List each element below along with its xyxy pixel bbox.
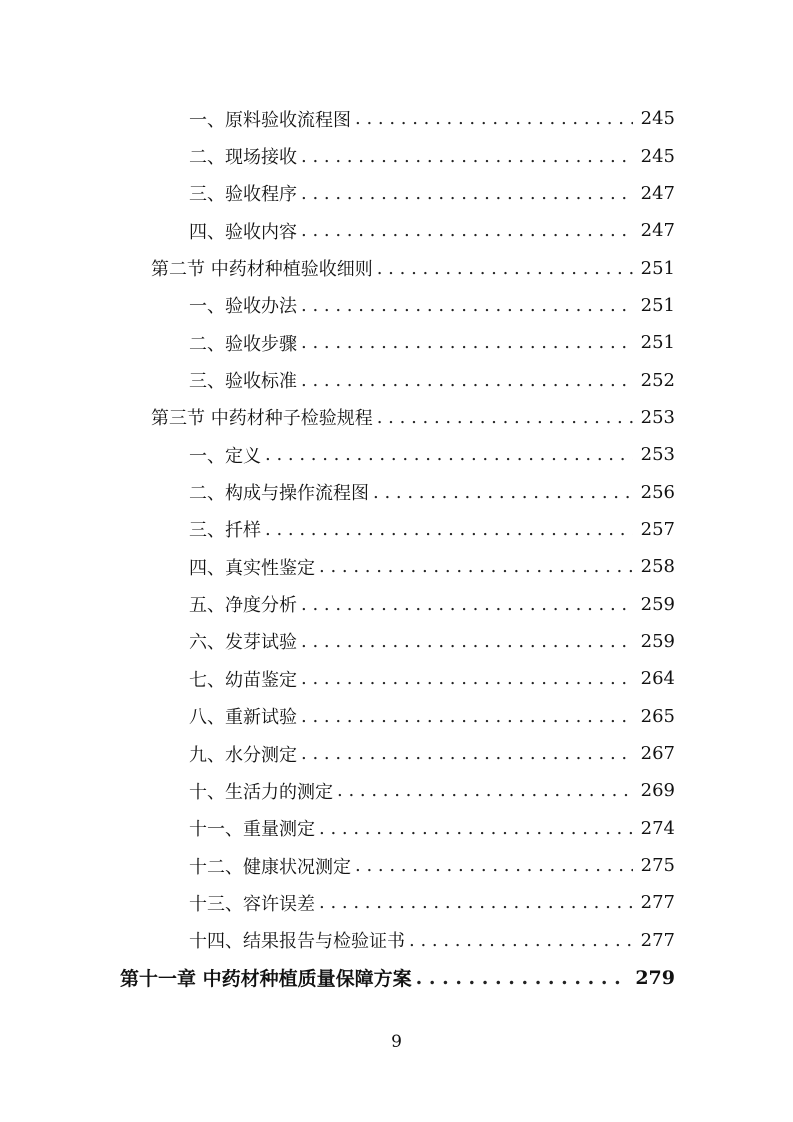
- toc-entry-label: 十一、重量测定: [189, 819, 315, 841]
- toc-entry[interactable]: [120, 810, 675, 847]
- toc-entry-page: 247: [640, 220, 675, 242]
- dot-leader: [301, 706, 633, 727]
- toc-entry-page: 259: [640, 630, 675, 652]
- toc-entry[interactable]: [120, 324, 675, 361]
- toc-entry[interactable]: [120, 735, 675, 772]
- toc-entry[interactable]: [120, 287, 675, 324]
- toc-entry-label: 四、真实性鉴定: [189, 557, 315, 579]
- toc-entry[interactable]: [120, 100, 675, 137]
- toc-entry-page: 253: [640, 406, 675, 428]
- toc-entry[interactable]: [120, 698, 675, 735]
- toc-entry-label: 三、扦样: [189, 520, 261, 542]
- dot-leader: [373, 482, 633, 503]
- toc-entry-label: 十二、健康状况测定: [189, 856, 351, 878]
- toc-entry[interactable]: [120, 660, 675, 697]
- dot-leader: [301, 295, 633, 316]
- toc-entry-page: 256: [640, 481, 675, 503]
- toc-entry-label: 七、幼苗鉴定: [189, 669, 297, 691]
- dot-leader: [319, 818, 633, 839]
- toc-entry-page: 251: [640, 332, 675, 354]
- dot-leader: [301, 631, 633, 652]
- toc-entry-label: 三、验收程序: [189, 184, 297, 206]
- toc-entry-label: 一、验收办法: [189, 296, 297, 318]
- toc-entry-label: 二、验收步骤: [189, 333, 297, 355]
- toc-entry[interactable]: [120, 623, 675, 660]
- toc-entry-page: 258: [640, 556, 675, 578]
- toc-entry[interactable]: [120, 473, 675, 510]
- toc-entry-page: 279: [635, 966, 675, 989]
- toc-entry-page: 267: [640, 743, 675, 765]
- dot-leader: [265, 444, 633, 465]
- toc-entry-label: 第二节 中药材种植验收细则: [151, 259, 373, 281]
- toc-entry-label: 四、验收内容: [189, 221, 297, 243]
- dot-leader: [337, 780, 633, 801]
- toc-entry-label: 九、水分测定: [189, 744, 297, 766]
- dot-leader: [265, 519, 633, 540]
- toc-entry-label: 第十一章 中药材种植质量保障方案: [120, 968, 412, 991]
- dot-leader: [301, 183, 633, 204]
- dot-leader: [355, 855, 633, 876]
- toc-entry-label: 十、生活力的测定: [189, 781, 333, 803]
- dot-leader: [301, 594, 633, 615]
- toc-entry-page: 277: [640, 929, 675, 951]
- dot-leader: [319, 556, 633, 577]
- toc-entry-page: 275: [640, 855, 675, 877]
- toc-entry[interactable]: [120, 922, 675, 959]
- dot-leader: [301, 332, 633, 353]
- toc-entry-label: 八、重新试验: [189, 707, 297, 729]
- toc-entry-label: 十三、容许误差: [189, 893, 315, 915]
- toc-entry-page: 265: [640, 705, 675, 727]
- toc-entry-label: 二、现场接收: [189, 147, 297, 169]
- dot-leader: [319, 892, 633, 913]
- toc-entry-page: 247: [640, 182, 675, 204]
- toc-entry-page: 251: [640, 257, 675, 279]
- toc-entry-page: 264: [640, 668, 675, 690]
- toc-entry-label: 十四、结果报告与检验证书: [189, 931, 405, 953]
- dot-leader: [377, 258, 633, 279]
- toc-entry-page: 277: [640, 892, 675, 914]
- page-number: 9: [391, 1032, 402, 1052]
- toc-entry-label: 二、构成与操作流程图: [189, 483, 369, 505]
- toc-entry[interactable]: [120, 959, 675, 996]
- toc-entry-page: 274: [640, 817, 675, 839]
- dot-leader: [301, 220, 633, 241]
- toc-entry-page: 252: [640, 369, 675, 391]
- dot-leader: [301, 743, 633, 764]
- dot-leader: [301, 146, 633, 167]
- toc-entry[interactable]: [120, 137, 675, 174]
- toc-entry-page: 259: [640, 593, 675, 615]
- toc-entry-page: 251: [640, 294, 675, 316]
- toc-entry[interactable]: [120, 212, 675, 249]
- toc-entry[interactable]: [120, 511, 675, 548]
- toc-entry-label: 一、原料验收流程图: [189, 109, 351, 131]
- toc-entry-label: 六、发芽试验: [189, 632, 297, 654]
- toc-entry[interactable]: [120, 175, 675, 212]
- toc-entry[interactable]: [120, 249, 675, 286]
- toc-entry-page: 245: [640, 145, 675, 167]
- dot-leader: [416, 967, 628, 989]
- toc-entry-label: 第三节 中药材种子检验规程: [151, 408, 373, 430]
- dot-leader: [301, 668, 633, 689]
- toc-entry[interactable]: [120, 436, 675, 473]
- toc-entry[interactable]: [120, 548, 675, 585]
- dot-leader: [301, 370, 633, 391]
- toc-entry[interactable]: [120, 399, 675, 436]
- toc-entry[interactable]: [120, 361, 675, 398]
- toc-entry[interactable]: [120, 772, 675, 809]
- toc-entry-page: 253: [640, 444, 675, 466]
- toc-entry-page: 245: [640, 108, 675, 130]
- toc-entry-label: 五、净度分析: [189, 595, 297, 617]
- toc-entry[interactable]: [120, 847, 675, 884]
- toc-entry[interactable]: [120, 884, 675, 921]
- dot-leader: [377, 407, 633, 428]
- toc-entry[interactable]: [120, 585, 675, 622]
- toc-entry-page: 269: [640, 780, 675, 802]
- toc-entry-label: 一、定义: [189, 445, 261, 467]
- table-of-contents: [120, 100, 675, 996]
- toc-entry-page: 257: [640, 518, 675, 540]
- dot-leader: [409, 930, 633, 951]
- toc-entry-label: 三、验收标准: [189, 371, 297, 393]
- dot-leader: [355, 108, 633, 129]
